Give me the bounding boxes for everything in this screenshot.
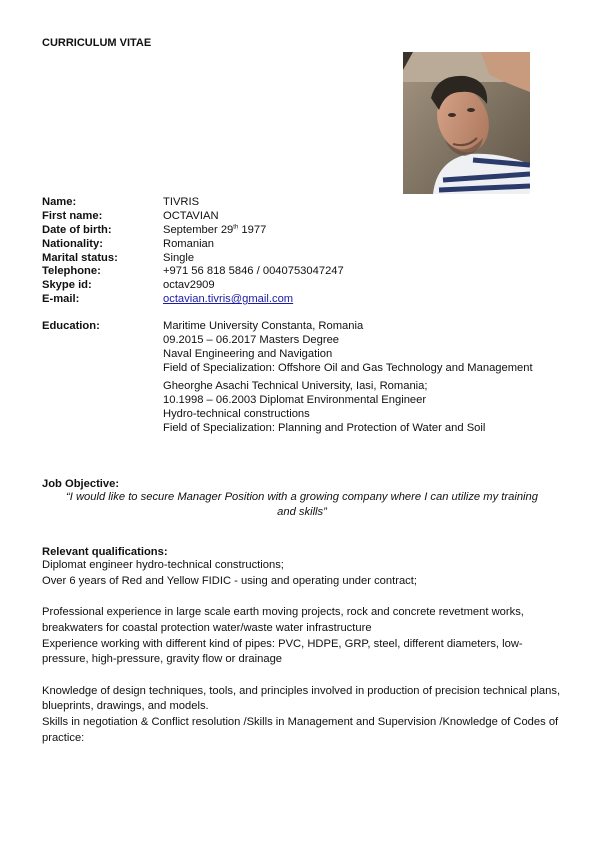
date-of-birth-value <box>163 224 266 238</box>
dob-main: September 29 <box>163 223 234 236</box>
qualification-item: Professional experience in large scale earth moving projects, rock and concrete revetment works, breakwaters for coastal protection water/waste water infrastructure <box>42 606 524 634</box>
education-line: Field of Specialization: Planning and Protection of Water and Soil <box>163 422 486 434</box>
email-label: E-mail: <box>42 293 80 306</box>
skype-row <box>42 279 572 293</box>
marital-status-row <box>42 252 572 266</box>
marital-status-value: Single <box>163 251 195 264</box>
education-entry-maritime <box>163 319 533 375</box>
qualification-item: Knowledge of design techniques, tools, and principles involved in production of precision technical plans, blueprints, drawings, and models. <box>42 684 561 713</box>
qualifications-heading: Relevant qualifications: <box>42 546 168 558</box>
education-line: Naval Engineering and Navigation <box>163 348 333 360</box>
name-label: Name: <box>42 196 77 208</box>
nationality-label: Nationality: <box>42 237 103 250</box>
education-line: Hydro-technical constructions <box>163 408 310 420</box>
profile-photo-image <box>403 52 530 194</box>
email-row <box>42 293 572 307</box>
nationality-value: Romanian <box>163 237 214 250</box>
telephone-value: +971 56 818 5846 / 0040753047247 <box>163 265 344 278</box>
dob-suffix: th <box>233 224 239 231</box>
email-link[interactable]: octavian.tivris@gmail.com <box>163 293 294 306</box>
job-objective-heading: Job Objective: <box>42 478 120 490</box>
document-title: CURRICULUM VITAE <box>42 37 152 49</box>
date-of-birth-label: Date of birth: <box>42 223 112 236</box>
qualification-item: Experience working with different kind of pipes: PVC, HDPE, GRP, steel, different diameters, low-pressure, high-pressure, gravity flow or drainage <box>42 637 523 666</box>
name-row <box>42 196 572 210</box>
education-label: Education: <box>42 320 100 332</box>
education-line: Maritime University Constanta, Romania <box>163 320 364 332</box>
education-line: Field of Specialization: Offshore Oil and Gas Technology and Management <box>163 362 533 374</box>
spacer <box>42 589 562 605</box>
education-line: 10.1998 – 06.2003 Diplomat Environmental Engineer <box>163 394 427 406</box>
marital-status-label: Marital status: <box>42 251 118 264</box>
objective-line-1: “I would like to secure Manager Position with a growing company where I can utilize my training <box>66 491 538 503</box>
qualification-item: Skills in negotiation & Conflict resolution /Skills in Management and Supervision /Knowledge of Codes of practice: <box>42 716 559 744</box>
job-objective-text <box>42 490 562 520</box>
first-name-value: OCTAVIAN <box>163 209 219 222</box>
telephone-row <box>42 265 572 279</box>
skype-label: Skype id: <box>42 279 92 292</box>
qualification-item: Over 6 years of Red and Yellow FIDIC - using and operating under contract; <box>42 574 417 587</box>
qualifications-list <box>42 558 562 746</box>
education-entry-asachi <box>163 379 485 435</box>
nationality-row <box>42 238 572 252</box>
profile-photo <box>403 52 530 194</box>
personal-details <box>42 196 572 307</box>
skype-value: octav2909 <box>163 279 215 292</box>
education-line: 09.2015 – 06.2017 Masters Degree <box>163 334 340 346</box>
spacer <box>42 668 562 684</box>
date-of-birth-row <box>42 224 572 238</box>
education-line: Gheorghe Asachi Technical University, Iasi, Romania; <box>163 380 428 392</box>
first-name-label: First name: <box>42 209 103 222</box>
dob-year: 1977 <box>238 223 267 236</box>
qualification-item: Diplomat engineer hydro-technical constructions; <box>42 559 284 571</box>
objective-line-2: and skills” <box>277 506 327 518</box>
name-value: TIVRIS <box>163 196 200 208</box>
telephone-label: Telephone: <box>42 265 101 278</box>
first-name-row <box>42 210 572 224</box>
